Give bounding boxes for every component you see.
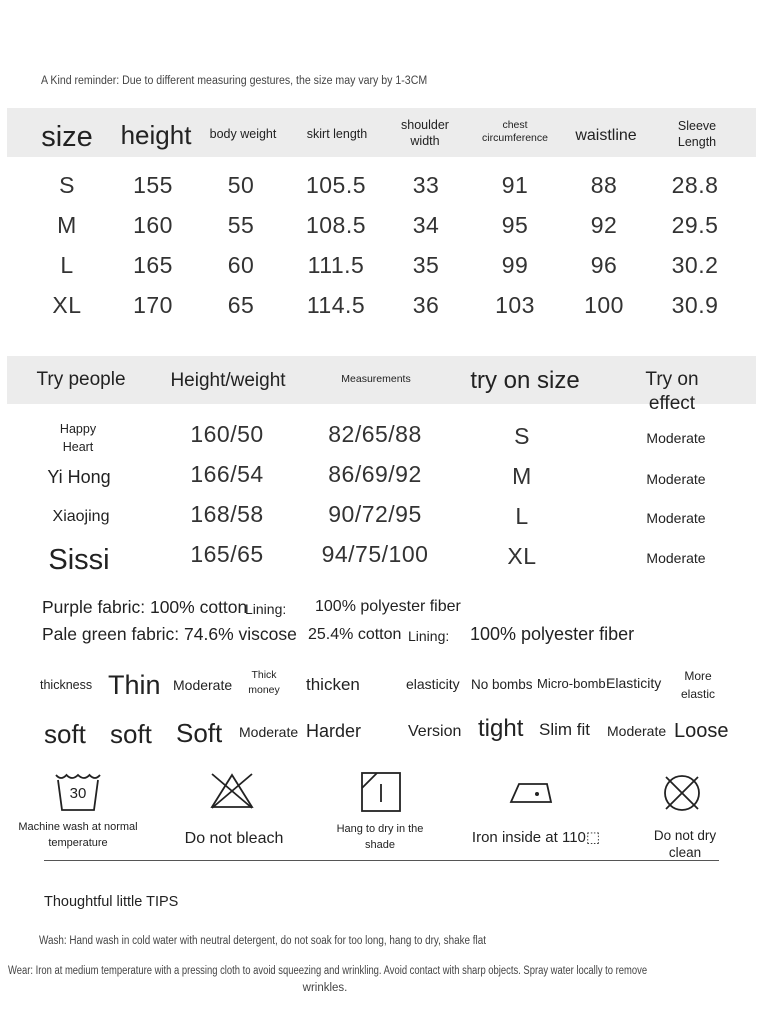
hang-dry-line2: shade (365, 839, 395, 851)
sleeve-cell: 30.2 (671, 252, 719, 278)
header-height: height (120, 120, 192, 150)
fabric-green-lining: 100% polyester fiber (470, 624, 635, 644)
softness-soft-alt: Soft (176, 718, 223, 748)
iron-label: Iron inside at 110⬚ (471, 829, 601, 846)
header-chest (482, 119, 548, 145)
header-measurements: Measurements (341, 373, 411, 385)
size-reminder: A Kind reminder: Due to different measuring gestures, the size may vary by 1-3CM (41, 75, 428, 87)
sleeve-cell: 30.9 (671, 292, 719, 318)
thickness-thin: Thin (108, 670, 161, 700)
divider (44, 860, 719, 861)
header-body-weight: body weight (209, 127, 277, 141)
waist-cell: 92 (590, 212, 618, 238)
tips-wear: Wear: Iron at medium temperature with a pressing cloth to avoid squeezing and wrinkling. Avoid contact with sharp objects. Spray water locally to remove (8, 965, 648, 977)
header-height-weight: Height/weight (170, 370, 286, 391)
no-bleach-icon (210, 773, 254, 809)
header-shoulder-line2: width (410, 133, 440, 148)
header-shoulder-width (401, 118, 449, 149)
header-shoulder-line1: shoulder (401, 118, 449, 132)
iron-icon (509, 781, 553, 805)
try-effect: Moderate (646, 430, 706, 446)
hang-dry-shade-icon (361, 772, 401, 812)
chest-cell: 95 (501, 212, 529, 238)
weight-cell: 55 (227, 212, 255, 238)
thickness-thick-money (248, 668, 280, 698)
hang-dry-line1: Hang to dry in the (336, 823, 424, 835)
hang-dry-label (337, 821, 424, 853)
try-height-weight: 168/58 (190, 501, 264, 527)
fabric-green: Pale green fabric: 74.6% viscose (42, 624, 297, 644)
shoulder-cell: 33 (412, 172, 440, 198)
try-effect: Moderate (646, 510, 706, 526)
header-waistline: waistline (575, 127, 637, 144)
header-try-people: Try people (36, 369, 126, 390)
machine-wash-line2: temperature (48, 837, 108, 849)
fabric-purple: Purple fabric: 100% cotton (42, 597, 248, 617)
try-measurements: 82/65/88 (328, 421, 422, 447)
waist-cell: 96 (590, 252, 618, 278)
skirt-length-cell: 114.5 (306, 292, 366, 318)
fabric-purple-lining-label: Lining: (245, 601, 287, 617)
try-height-weight: 165/65 (190, 541, 264, 567)
thickness-label: thickness (40, 678, 93, 692)
waist-cell: 88 (590, 172, 618, 198)
fabric-green-cotton: 25.4% cotton (308, 626, 402, 643)
waist-cell: 100 (584, 292, 624, 318)
try-size: L (515, 503, 529, 529)
no-bleach-label: Do not bleach (184, 830, 284, 847)
try-person-name (60, 420, 96, 456)
sleeve-cell: 28.8 (671, 172, 719, 198)
machine-wash-line1: Machine wash at normal (18, 821, 138, 833)
no-dry-clean-icon (662, 773, 702, 813)
weight-cell: 60 (227, 252, 255, 278)
try-height-weight: 166/54 (190, 461, 264, 487)
elasticity-label: elasticity (406, 676, 460, 692)
more-elastic-line2: elastic (680, 687, 716, 701)
size-table-header-band (7, 108, 756, 157)
header-sleeve-line1: Sleeve (677, 119, 717, 133)
tips-title: Thoughtful little TIPS (44, 894, 179, 910)
try-measurements: 90/72/95 (328, 501, 422, 527)
version-loose: Loose (674, 720, 729, 742)
header-try-on-size: try on size (470, 367, 580, 394)
elasticity-no-bombs: No bombs (471, 677, 533, 692)
height-cell: 155 (133, 172, 173, 198)
fabric-purple-lining: 100% polyester fiber (315, 598, 461, 615)
version-tight: tight (478, 715, 524, 742)
tips-wash: Wash: Hand wash in cold water with neutral detergent, do not soak for too long, hang to dry, shake flat (39, 935, 486, 947)
thickness-moderate: Moderate (173, 677, 233, 693)
try-size: M (512, 463, 532, 489)
try-measurements: 86/69/92 (328, 461, 422, 487)
height-cell: 160 (133, 212, 173, 238)
header-sleeve-line2: Length (677, 134, 717, 149)
header-sleeve-length (678, 119, 716, 150)
skirt-length-cell: 105.5 (305, 172, 367, 198)
weight-cell: 50 (227, 172, 255, 198)
shoulder-cell: 36 (412, 292, 440, 318)
shoulder-cell: 34 (412, 212, 440, 238)
tips-wear-cont: wrinkles. (302, 982, 348, 994)
try-effect: Moderate (646, 550, 706, 566)
softness-soft: soft (110, 719, 152, 749)
header-chest-line2: circumference (482, 132, 548, 145)
try-measurements: 94/75/100 (321, 541, 429, 567)
version-slim-fit: Slim fit (539, 720, 590, 739)
sleeve-cell: 29.5 (671, 212, 719, 238)
size-cell: S (59, 172, 75, 198)
height-cell: 165 (133, 252, 173, 278)
try-height-weight: 160/50 (190, 421, 264, 447)
skirt-length-cell: 108.5 (305, 212, 367, 238)
header-chest-line1: chest (502, 119, 528, 131)
softness-label: soft (44, 719, 86, 749)
elasticity-elasticity: Elasticity (606, 675, 662, 691)
shoulder-cell: 35 (412, 252, 440, 278)
header-size: size (41, 121, 93, 153)
try-size: XL (507, 543, 537, 569)
elasticity-micro-bomb: Micro-bomb (537, 676, 606, 691)
machine-wash-label (18, 819, 137, 851)
header-try-on-effect: Try on effect (645, 369, 699, 414)
try-size: S (514, 423, 530, 449)
elasticity-more-elastic (681, 667, 715, 703)
version-moderate: Moderate (607, 723, 667, 739)
try-person-name: Sissi (48, 544, 110, 576)
no-dry-clean-label: Do not dry clean (653, 828, 717, 860)
size-cell: M (57, 212, 77, 238)
chest-cell: 99 (501, 252, 529, 278)
version-label: Version (408, 723, 462, 740)
fabric-green-lining-label: Lining: (408, 628, 450, 644)
wash-temperature: 30 (69, 785, 87, 802)
height-cell: 170 (133, 292, 173, 318)
size-cell: L (60, 252, 74, 278)
header-skirt-length: skirt length (306, 127, 368, 141)
weight-cell: 65 (227, 292, 255, 318)
softness-harder: Harder (306, 721, 362, 741)
chest-cell: 91 (501, 172, 529, 198)
try-person-name: Yi Hong (47, 467, 111, 487)
chest-cell: 103 (495, 292, 535, 318)
skirt-length-cell: 111.5 (307, 252, 365, 278)
thick-money-line2: money (248, 684, 280, 696)
more-elastic-line1: More (684, 669, 712, 683)
try-effect: Moderate (646, 471, 706, 487)
softness-moderate: Moderate (239, 724, 299, 740)
try-person-name-line1: Happy (59, 422, 97, 436)
try-person-name: Xiaojing (52, 508, 110, 525)
size-cell: XL (52, 292, 82, 318)
try-person-name-line2: Heart (62, 440, 94, 454)
thick-money-line1: Thick (251, 669, 277, 681)
thickness-thicken: thicken (306, 675, 360, 694)
